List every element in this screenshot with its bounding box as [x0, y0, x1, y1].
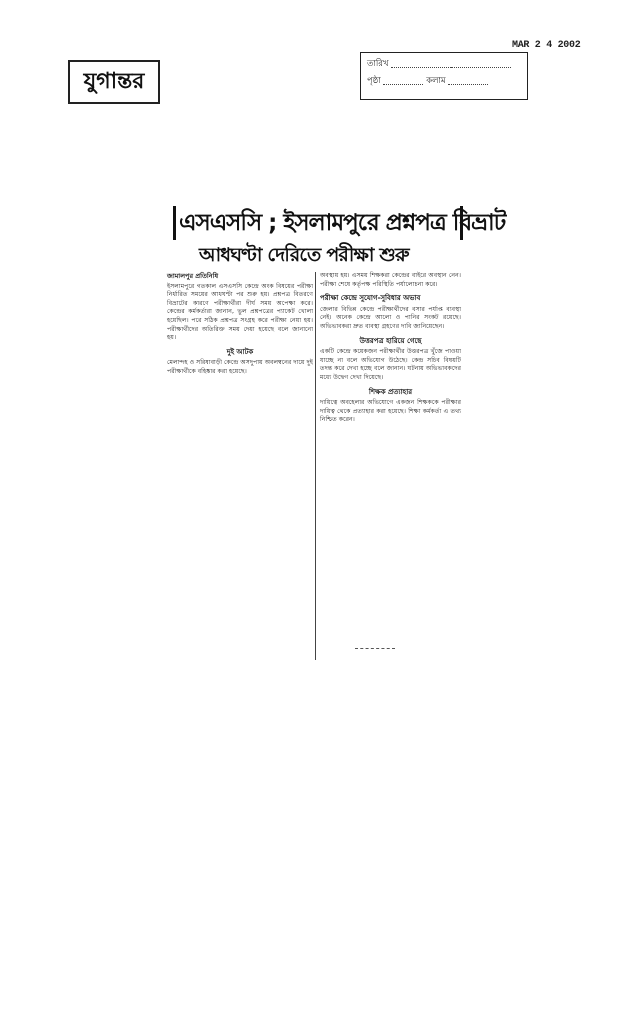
paragraph: জেলার বিভিন্ন কেন্দ্রে পরীক্ষার্থীদের বসার পর্যাপ্ত ব্যবস্থা নেই। অনেক কেন্দ্রে আলো ও পানির সংকট রয়েছে। অভিভাবকরা দ্রুত ব্যবস্থা গ্রহণের দাবি জানিয়েছেন।: [320, 305, 461, 330]
headline-sub: আধঘণ্টা দেরিতে পরীক্ষা শুরু: [199, 244, 409, 266]
paragraph: দায়িত্বে অবহেলার অভিযোগে একজন শিক্ষককে পরীক্ষার দায়িত্ব থেকে প্রত্যাহার করা হয়েছে। শিক্ষা কর্মকর্তা এ তথ্য নিশ্চিত করেন।: [320, 399, 461, 424]
form-label-page: পৃষ্ঠা: [367, 76, 381, 86]
paragraph: একটি কেন্দ্রে কয়েকজন পরীক্ষার্থীর উত্তরপত্র খুঁজে পাওয়া যাচ্ছে না বলে অভিযোগ উঠেছে। কেন্দ্র সচিব বিষয়টি তদন্ত করে দেখা হচ্ছে বলে জানান। ঘটনায় অভিভাবকদের মধ্যে উদ্বেগ দেখা দিয়েছে।: [320, 348, 461, 381]
form-blank-line: [448, 76, 488, 85]
newspaper-masthead: যুগান্তর: [68, 60, 160, 104]
form-blank-line: [383, 76, 423, 85]
newspaper-clipping: [165, 200, 506, 660]
form-label-column: কলাম: [426, 76, 446, 86]
form-row-page: [367, 73, 521, 90]
form-label-date: তারিখ: [367, 59, 389, 69]
date-stamp: MAR 2 4 2002: [512, 40, 581, 51]
form-blank-line: [391, 59, 451, 68]
paragraph: ইসলামপুরে গতকাল এসএসসি কেন্দ্রে অংক বিষয়ের পরীক্ষা নির্ধারিত সময়ের আধঘণ্টা পর শুরু হয়। প্রশ্নপত্র বিতরণে বিভ্রাটের কারণে পরীক্ষার্থীরা দীর্ঘ সময় অপেক্ষা করে। কেন্দ্রের কর্মকর্তারা জানান, ভুল প্রশ্নপত্রের প্যাকেট খোলা হয়েছিল। পরে সঠিক প্রশ্নপত্র সংগ্রহ করে পরীক্ষা নেয়া হয়। পরীক্ষার্থীদের অতিরিক্ত সময় দেয়া হয়েছে বলে জানানো হয়।: [167, 282, 313, 342]
end-rule: [355, 648, 395, 649]
subheading: উত্তরপত্র হারিয়ে গেছে: [359, 336, 422, 345]
form-row-date: [367, 56, 521, 73]
article-column-left: [167, 272, 313, 502]
paragraph: মেলান্দহ ও সরিষাবাড়ী কেন্দ্রে অসদুপায় অবলম্বনের দায়ে দুই পরীক্ষার্থীকে বহিষ্কার করা হয়েছে।: [167, 359, 313, 375]
byline: জামালপুর প্রতিনিধি: [167, 272, 219, 280]
headline-main: এসএসসি ; ইসলামপুরে প্রশ্নপত্র বিভ্রাট: [173, 206, 463, 240]
filing-form-stamp: [360, 52, 528, 100]
article-column-right: [315, 272, 461, 660]
subheading: পরীক্ষা কেন্দ্রে সুযোগ-সুবিধার অভাব: [320, 294, 421, 303]
paragraph: অবস্থায় হয়। এসময় শিক্ষকরা কেন্দ্রের বাইরে অবস্থান নেন। পরীক্ষা শেষে কর্তৃপক্ষ পরিস্থিতি পর্যালোচনা করে।: [320, 272, 461, 288]
subheading: দুই আটক: [226, 347, 254, 356]
form-blank-line: [451, 59, 511, 68]
subheading: শিক্ষক প্রত্যাহার: [368, 387, 413, 396]
